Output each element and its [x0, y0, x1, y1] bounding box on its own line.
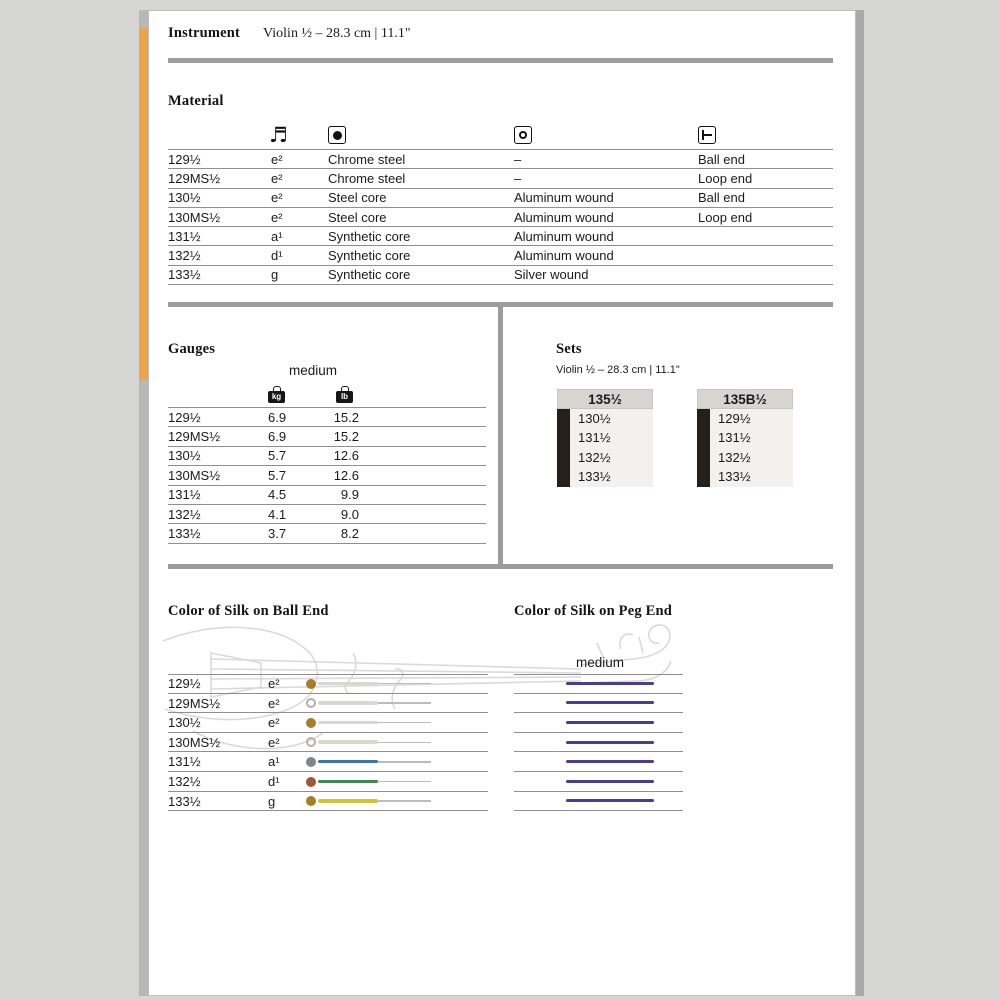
gauge-strength-label: medium	[289, 363, 338, 378]
silk-ball-title: Color of Silk on Ball End	[168, 603, 329, 619]
ball-end-graphic	[306, 718, 316, 728]
string-note: e²	[268, 734, 280, 750]
gauges-table	[168, 384, 486, 544]
row-separator	[168, 810, 488, 811]
instrument-label: Instrument	[168, 25, 241, 41]
item-number: 129MS½	[168, 429, 221, 445]
material-row	[168, 208, 833, 227]
item-number: 130½	[168, 190, 201, 206]
winding-material: Silver wound	[514, 267, 589, 283]
silk-row	[168, 713, 833, 733]
material-row	[168, 246, 833, 265]
silk-row	[168, 694, 833, 714]
ball-silk-color	[318, 780, 378, 784]
core-material: Synthetic core	[328, 267, 411, 283]
silk-peg-title: Color of Silk on Peg End	[514, 603, 673, 619]
core-material: Steel core	[328, 209, 387, 225]
material-row	[168, 150, 833, 169]
loop-end-graphic	[306, 737, 316, 747]
ball-silk-color	[318, 721, 378, 725]
item-number: 129½	[168, 676, 201, 691]
gauges-title: Gauges	[168, 341, 216, 357]
winding-material: Aluminum wound	[514, 248, 614, 264]
lb-value: 15.2	[333, 409, 359, 425]
string-line	[378, 781, 431, 782]
item-number: 131½	[168, 487, 201, 503]
lb-value: 8.2	[340, 526, 359, 542]
note-icon: ♬	[269, 123, 288, 147]
item-number: 133½	[168, 526, 201, 542]
lb-value: 15.2	[333, 429, 359, 445]
core-material: Synthetic core	[328, 228, 411, 244]
string-note: e²	[271, 190, 283, 206]
winding-material: Aluminum wound	[514, 209, 614, 225]
item-number: 130MS½	[168, 734, 221, 750]
material-row	[168, 169, 833, 188]
winding-material: –	[514, 170, 522, 186]
item-number: 131½	[168, 228, 201, 244]
winding-material: Aluminum wound	[514, 190, 614, 206]
set-box-135	[557, 389, 653, 487]
kg-value: 5.7	[268, 467, 287, 483]
section-divider	[168, 564, 833, 569]
kg-value: 5.7	[268, 448, 287, 464]
lb-value: 9.0	[340, 506, 359, 522]
item-number: 132½	[168, 248, 201, 264]
sets-title: Sets	[556, 341, 582, 357]
gauges-header-row	[168, 384, 486, 408]
sets-subtitle: Violin ½ – 28.3 cm | 11.1"	[556, 364, 680, 376]
material-table	[168, 119, 833, 285]
end-type: Ball end	[698, 190, 745, 206]
header-divider	[168, 58, 833, 63]
ball-silk-color	[318, 701, 378, 705]
silk-row	[168, 792, 833, 812]
gauge-row	[168, 524, 486, 543]
set-item: 132½	[718, 449, 751, 465]
winding-material: Aluminum wound	[514, 228, 614, 244]
ball-end-graphic	[306, 796, 316, 806]
filled-dot	[333, 131, 342, 140]
set-items	[557, 409, 653, 487]
set-item: 130½	[578, 410, 611, 426]
material-row	[168, 189, 833, 208]
set-item: 131½	[578, 430, 611, 446]
core-material: Synthetic core	[328, 248, 411, 264]
winding-icon	[514, 126, 532, 144]
item-number: 130MS½	[168, 467, 221, 483]
set-color-bar	[697, 409, 710, 487]
string-note: g	[271, 267, 279, 283]
item-number: 129½	[168, 409, 201, 425]
end-type: Loop end	[698, 209, 753, 225]
loop-end-graphic	[306, 698, 316, 708]
lb-weight-icon: lb	[336, 391, 353, 403]
row-separator	[514, 810, 683, 811]
item-number: 129MS½	[168, 695, 221, 711]
set-item: 132½	[578, 449, 611, 465]
string-note: a¹	[271, 228, 283, 244]
string-note: g	[268, 793, 276, 809]
gauge-row	[168, 486, 486, 505]
item-number: 133½	[168, 793, 201, 809]
kg-value: 4.1	[268, 506, 287, 522]
item-number: 129½	[168, 151, 201, 167]
gauge-row	[168, 408, 486, 427]
core-material: Chrome steel	[328, 170, 406, 186]
silk-row	[168, 733, 833, 753]
kg-value: 6.9	[268, 429, 287, 445]
string-note: e²	[271, 209, 283, 225]
silk-row	[168, 752, 833, 772]
string-note: a¹	[268, 754, 280, 770]
set-box-135b	[697, 389, 793, 487]
string-note: e²	[268, 676, 280, 691]
string-line	[378, 702, 431, 703]
item-number: 132½	[168, 506, 201, 522]
ball-silk-color	[318, 682, 378, 686]
item-number: 131½	[168, 754, 201, 770]
peg-silk-color	[566, 701, 654, 704]
set-item: 131½	[718, 430, 751, 446]
gauge-row	[168, 447, 486, 466]
material-row	[168, 227, 833, 246]
silk-row	[168, 674, 833, 694]
peg-silk-color	[566, 682, 654, 685]
kg-weight-icon: kg	[268, 391, 285, 403]
string-note: d¹	[271, 248, 283, 264]
string-line	[378, 742, 431, 743]
set-name: 135½	[557, 389, 653, 409]
open-ring	[519, 131, 527, 139]
item-number: 130½	[168, 715, 201, 731]
set-item: 129½	[718, 410, 751, 426]
end-type: Loop end	[698, 170, 753, 186]
silk-strength-label: medium	[576, 655, 625, 670]
string-note: e²	[268, 695, 280, 711]
string-note: e²	[268, 715, 280, 731]
core-material: Steel core	[328, 190, 387, 206]
ball-silk-color	[318, 799, 378, 803]
page-edge-right	[856, 10, 864, 996]
peg-silk-color	[566, 741, 654, 744]
core-material: Chrome steel	[328, 151, 406, 167]
set-item: 133½	[718, 469, 751, 485]
string-note: d¹	[268, 774, 280, 789]
lb-value: 9.9	[340, 487, 359, 503]
string-line	[378, 761, 431, 762]
item-number: 130½	[168, 448, 201, 464]
peg-silk-color	[566, 760, 654, 763]
item-number: 133½	[168, 267, 201, 283]
peg-silk-color	[566, 721, 654, 724]
material-title: Material	[168, 93, 224, 109]
core-icon	[328, 126, 346, 144]
item-number: 132½	[168, 774, 201, 789]
column-divider	[498, 307, 503, 564]
ball-end-graphic	[306, 679, 316, 689]
ball-end-graphic	[306, 757, 316, 767]
set-color-bar	[557, 409, 570, 487]
string-note: e²	[271, 151, 283, 167]
end-icon-line	[702, 134, 712, 136]
lb-value: 12.6	[333, 467, 359, 483]
string-line	[378, 683, 431, 684]
catalog-page	[148, 10, 856, 996]
string-note: e²	[271, 170, 283, 186]
instrument-value: Violin ½ – 28.3 cm | 11.1"	[263, 26, 411, 41]
material-row	[168, 266, 833, 285]
set-name: 135B½	[697, 389, 793, 409]
set-items	[697, 409, 793, 487]
kg-value: 6.9	[268, 409, 287, 425]
gauge-row	[168, 505, 486, 524]
ball-silk-color	[318, 760, 378, 764]
string-end-icon	[698, 126, 716, 144]
winding-material: –	[514, 151, 522, 167]
string-line	[378, 722, 431, 723]
kg-value: 3.7	[268, 526, 287, 542]
material-header-row	[168, 119, 833, 150]
lb-value: 12.6	[333, 448, 359, 464]
kg-value: 4.5	[268, 487, 287, 503]
item-number: 129MS½	[168, 170, 221, 186]
page-edge-accent-stripe	[139, 28, 148, 380]
gauge-row	[168, 427, 486, 446]
set-item: 133½	[578, 469, 611, 485]
peg-silk-color	[566, 780, 654, 783]
peg-silk-color	[566, 799, 654, 802]
ball-end-graphic	[306, 777, 316, 787]
silk-row	[168, 772, 833, 792]
end-type: Ball end	[698, 151, 745, 167]
item-number: 130MS½	[168, 209, 221, 225]
gauge-row	[168, 466, 486, 485]
ball-silk-color	[318, 740, 378, 744]
string-line	[378, 800, 431, 801]
